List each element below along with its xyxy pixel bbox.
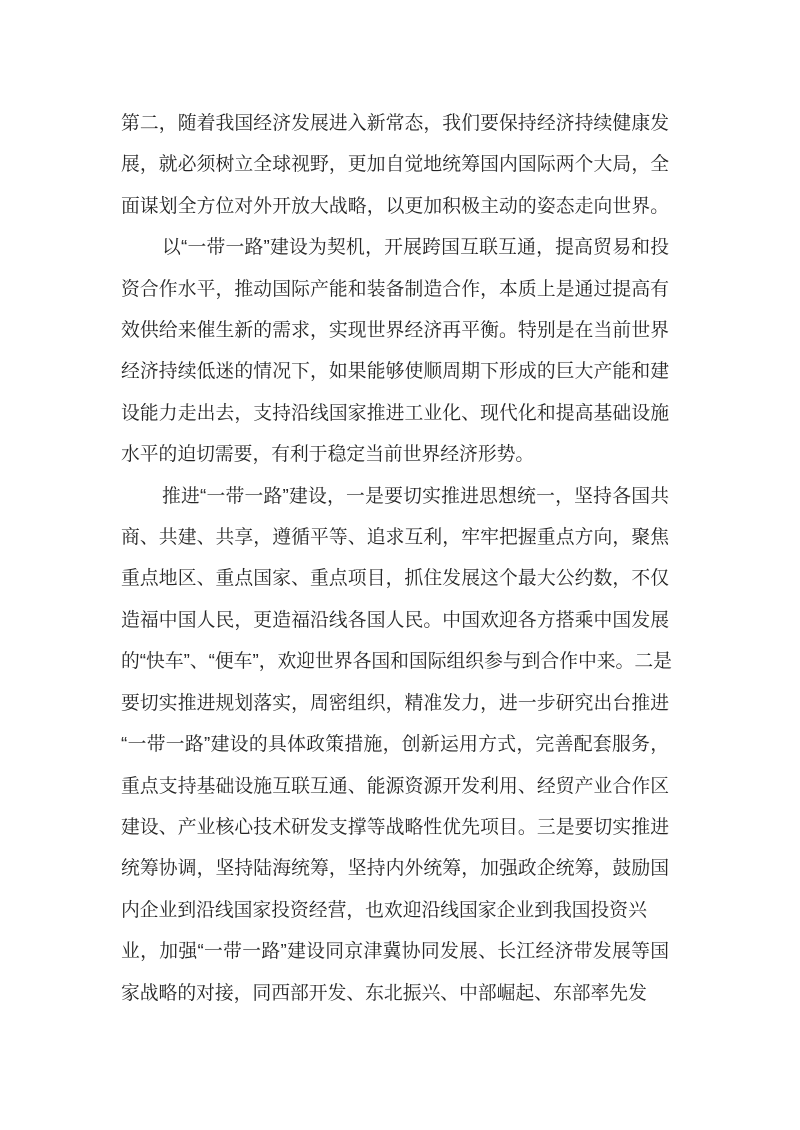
text-line: 展，就必须树立全球视野，更加自觉地统筹国内国际两个大局，全 — [121, 153, 669, 175]
text-line: 建设、产业核心技术研发支撑等战略性优先项目。三是要切实推进 — [121, 815, 669, 837]
paragraph-2 — [121, 226, 669, 474]
text-line: 商、共建、共享，遵循平等、追求互利，牢牢把握重点方向，聚焦 — [121, 526, 669, 548]
text-line: 重点地区、重点国家、重点项目，抓住发展这个最大公约数，不仅 — [121, 567, 669, 589]
text-line: 设能力走出去，支持沿线国家推进工业化、现代化和提高基础设施 — [121, 401, 669, 423]
text-line: 水平的迫切需要，有利于稳定当前世界经济形势。 — [121, 443, 535, 465]
text-line: 的“快车”、“便车”，欢迎世界各国和国际组织参与到合作中来。二是 — [121, 650, 672, 672]
text-line: “一带一路”建设的具体政策措施，创新运用方式，完善配套服务， — [121, 733, 669, 755]
text-line: 面谋划全方位对外开放大战略，以更加积极主动的姿态走向世界。 — [121, 194, 669, 216]
text-line: 内企业到沿线国家投资经营，也欢迎沿线国家企业到我国投资兴 — [121, 898, 647, 920]
text-line: 家战略的对接，同西部开发、东北振兴、中部崛起、东部率先发 — [121, 981, 647, 1003]
text-line: 统筹协调，坚持陆海统筹，坚持内外统筹，加强政企统筹，鼓励国 — [121, 857, 669, 879]
paragraph-1 — [121, 102, 669, 226]
text-column — [121, 102, 672, 1013]
text-line: 第二，随着我国经济发展进入新常态，我们要保持经济持续健康发 — [121, 112, 669, 133]
text-line: 资合作水平，推动国际产能和装备制造合作，本质上是通过提高有 — [121, 277, 669, 299]
text-line: 业，加强“一带一路”建设同京津冀协同发展、长江经济带发展等国 — [121, 940, 669, 962]
text-line: 要切实推进规划落实，周密组织，精准发力，进一步研究出台推进 — [121, 691, 669, 713]
text-line: 推进“一带一路”建设，一是要切实推进思想统一，坚持各国共 — [162, 484, 669, 506]
text-line: 重点支持基础设施互联互通、能源资源开发利用、经贸产业合作区 — [121, 774, 669, 796]
text-line: 效供给来催生新的需求，实现世界经济再平衡。特别是在当前世界 — [121, 319, 669, 341]
paragraph-3 — [121, 475, 672, 1013]
text-line: 经济持续低迷的情况下，如果能够使顺周期下形成的巨大产能和建 — [121, 360, 669, 382]
text-line: 造福中国人民，更造福沿线各国人民。中国欢迎各方搭乘中国发展 — [121, 608, 669, 630]
text-line: 以“一带一路”建设为契机，开展跨国互联互通，提高贸易和投 — [162, 236, 669, 258]
